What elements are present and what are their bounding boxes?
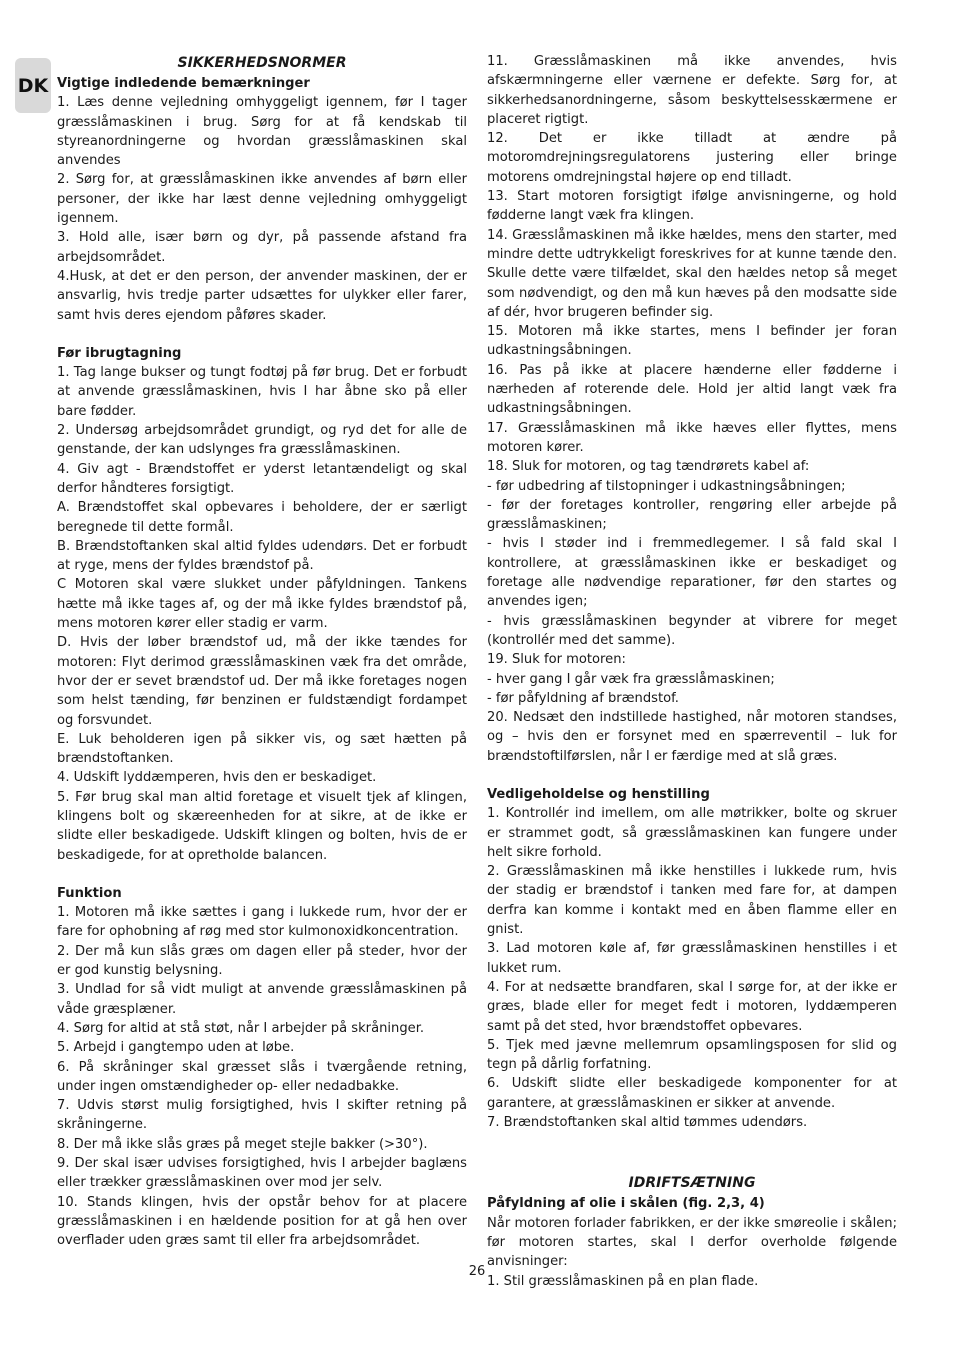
paragraph: 11. Græsslåmaskinen må ikke anvendes, hvis afskærmningerne eller værnene er defekte. Sørg for, at sikkerhedsanordningerne, såsom beskyttelsesskærmene er placeret rigtigt.: [487, 54, 897, 127]
paragraph: 1. Tag lange bukser og tungt fodtøj på før brug. Det er forbudt at anvende græsslåmaskinen, hvis I har åbne sko på eller bare fødder.: [57, 365, 467, 419]
paragraph: - hvis græsslåmaskinen begynder at vibrere for meget (kontrollér med det samme).: [487, 613, 897, 648]
paragraph: 13. Start motoren forsigtigt ifølge anvisningerne, og hold fødderne langt væk fra klingen.: [487, 189, 897, 224]
paragraph: 7. Brændstoftanken skal altid tømmes udendørs.: [487, 1115, 808, 1131]
page-number: 26: [468, 1264, 486, 1279]
paragraph: - hvis I støder ind i fremmedlegemer. I så fald skal I kontrollere, at græsslåmaskinen ikke er beskadiget og foretage alle nødvendige reparationer, før den startes og anvendes igen;: [487, 536, 897, 610]
paragraph: 4. Udskift lyddæmperen, hvis den er beskadiget.: [57, 770, 377, 786]
paragraph: 18. Sluk for motoren, og tag tændrørets kabel af:: [487, 459, 810, 475]
paragraph: - før udbedring af tilstopninger i udkastningsåbningen;: [487, 478, 846, 494]
right-column: [487, 52, 897, 1291]
paragraph: - hver gang I går væk fra græsslåmaskinen;: [487, 671, 775, 687]
paragraph: 2. Sørg for, at græsslåmaskinen ikke anvendes af børn eller personer, der ikke har læst denne vejledning omhyggeligt igennem.: [57, 172, 467, 227]
paragraph: 3. Lad motoren køle af, før græsslåmaskinen henstilles i et lukket rum.: [487, 941, 897, 976]
paragraph: 20. Nedsæt den indstillede hastighed, når motoren standses, og – hvis den er forsynet med en spærreventil – luk for brændstoftilførslen, når I er færdige med at slå græs.: [487, 710, 897, 764]
paragraph: Når motoren forlader fabrikken, er der ikke smøreolie i skålen; før motoren startes, skal I derfor overholde følgende anvisninger:: [487, 1215, 897, 1270]
paragraph: 8. Der må ikke slås græs på meget stejle bakker (>30°).: [57, 1136, 428, 1152]
paragraph: 1. Stil græsslåmaskinen på en plan flade.: [487, 1273, 759, 1289]
paragraph: D. Hvis der løber brændstof ud, må der ikke tændes for motoren: Flyt derimod græsslåmaskinen væk fra det område, hvor der er sevet brændstof ud. Der må ikke foretages nogen som helst tænding, før benzinen er fuldstændigt fordampet og forsvundet.: [57, 635, 467, 728]
section-heading: Før ibrugtagning: [57, 345, 182, 361]
paragraph: 4.Husk, at det er den person, der anvender maskinen, der er ansvarlig, hvis tredje parter udsættes for ulykker eller farer, samt hvis deres ejendom påføres skader.: [57, 268, 467, 323]
paragraph: 1. Læs denne vejledning omhyggeligt igennem, før I tager græsslåmaskinen i brug. Sørg for at få kendskab til styreanordningerne og hvordan græsslåmaskinen skal anvendes: [57, 95, 467, 169]
paragraph: 4. For at nedsætte brandfaren, skal I sørge for, at der ikke er græs, blade eller for meget fedt i motoren, lyddæmperen samt på det sted, hvor brændstoffet opbevares.: [487, 979, 897, 1034]
paragraph: 16. Pas på ikke at placere hænderne eller fødderne i nærheden af roterende dele. Hold jer altid langt væk fra udkastningsåbningen.: [487, 362, 897, 417]
paragraph: 7. Udvis størst mulig forsigtighed, hvis I skifter retning på skråningerne.: [57, 1098, 467, 1133]
paragraph: 15. Motoren må ikke startes, mens I befinder jer foran udkastningsåbningen.: [487, 324, 897, 359]
language-tab: DK: [15, 58, 51, 113]
paragraph: B. Brændstoftanken skal altid fyldes udendørs. Det er forbudt at ryge, mens der fyldes brændstof på.: [57, 538, 467, 574]
paragraph: E. Luk beholderen igen på sikker vis, og sæt hætten på brændstoftanken.: [57, 731, 467, 767]
paragraph: 5. Arbejd i gangtempo uden at løbe.: [57, 1040, 295, 1056]
paragraph: 10. Stands klingen, hvis der opstår behov for at placere græsslåmaskinen i en hældende position for at gå hen over overflader uden græs samt til eller fra arbejdsområdet.: [57, 1194, 467, 1249]
paragraph: 2. Undersøg arbejdsområdet grundigt, og ryd det for alle de genstande, der kan udslynges fra græsslåmaskinen.: [57, 423, 467, 458]
section-heading: Påfyldning af olie i skålen (fig. 2,3, 4): [487, 1196, 765, 1212]
safety-title: SIKKERHEDSNORMER: [177, 55, 347, 71]
paragraph: 19. Sluk for motoren:: [487, 652, 626, 668]
paragraph: 14. Græsslåmaskinen må ikke hældes, mens den starter, med mindre dette udtrykkeligt foreskrives for at kunne tænde den. Skulle dette være tilfældet, skal den hældes netop så meget som nødvendigt, og den må kun hæves på den modsatte side af dér, hvor brugeren befinder sig.: [487, 227, 897, 320]
paragraph: C Motoren skal være slukket under påfyldningen. Tankens hætte må ikke tages af, og der må ikke fyldes brændstof på, mens motoren kører eller stadig er varm.: [57, 577, 467, 632]
startup-title: IDRIFTSÆTNING: [628, 1175, 756, 1192]
section-heading: Vedligeholdelse og henstilling: [487, 786, 710, 802]
paragraph: 3. Hold alle, især børn og dyr, på passende afstand fra arbejdsområdet.: [57, 230, 467, 265]
paragraph: 4. Sørg for altid at stå støt, når I arbejder på skråninger.: [57, 1020, 425, 1036]
paragraph: 6. På skråninger skal græsset slås i tværgående retning, under ingen omstændigheder op- eller nedadbakke.: [57, 1059, 467, 1094]
paragraph: 9. Der skal især udvises forsigtighed, hvis I arbejder baglæns eller trækker græsslåmaskinen over mod jer selv.: [57, 1156, 467, 1191]
left-column: [57, 52, 467, 1251]
paragraph: 2. Græsslåmaskinen må ikke henstilles i lukkede rum, hvis der stadig er brændstof i tanken med fare for, at dampen derfra kan komme i kontakt med en åben flamme eller en gnist.: [487, 864, 897, 938]
paragraph: 2. Der må kun slås græs om dagen eller på steder, hvor der er god kunstig belysning.: [57, 943, 467, 979]
paragraph: 5. Tjek med jævne mellemrum opsamlingsposen for slid og tegn på dårlig forfatning.: [487, 1037, 897, 1073]
paragraph: - før der foretages kontroller, rengøring eller arbejde på græsslåmaskinen;: [487, 497, 897, 533]
paragraph: 5. Før brug skal man altid foretage et visuelt tjek af klingen, klingens bolt og skæreenheden for at sikre, at de ikke er slidte eller beskadigede. Udskift klingen og bolten, hvis de er beskadigede, for at opretholde balancen.: [57, 789, 467, 863]
paragraph: 1. Kontrollér ind imellem, om alle møtrikker, bolte og skruer er strammet godt, så græsslåmaskinen kan fungere under helt sikre forhold.: [487, 806, 897, 860]
section-heading: Vigtige indledende bemærkninger: [57, 76, 310, 91]
paragraph: 1. Motoren må ikke sættes i gang i lukkede rum, hvor der er fare for ophobning af røg med stor kulmonoxidkoncentration.: [57, 905, 467, 940]
paragraph: 6. Udskift slidte eller beskadigede komponenter for at garantere, at græsslåmaskinen er sikker at anvende.: [487, 1076, 897, 1111]
paragraph: - før påfyldning af brændstof.: [487, 690, 679, 706]
paragraph: 12. Det er ikke tilladt at ændre på motoromdrejningsregulatorens justering eller bringe motorens omdrejningstal højere op end tilladt.: [487, 131, 897, 185]
paragraph: 17. Græsslåmaskinen må ikke hæves eller flyttes, mens motoren kører.: [487, 420, 897, 455]
paragraph: A. Brændstoffet skal opbevares i beholdere, der er særligt beregnede til dette formål.: [57, 500, 467, 535]
section-heading: Funktion: [57, 885, 122, 901]
paragraph: 4. Giv agt - Brændstoffet er yderst letantændeligt og skal derfor håndteres forsigtigt.: [57, 461, 467, 496]
paragraph: 3. Undlad for så vidt muligt at anvende græsslåmaskinen på våde græsplæner.: [57, 982, 467, 1017]
